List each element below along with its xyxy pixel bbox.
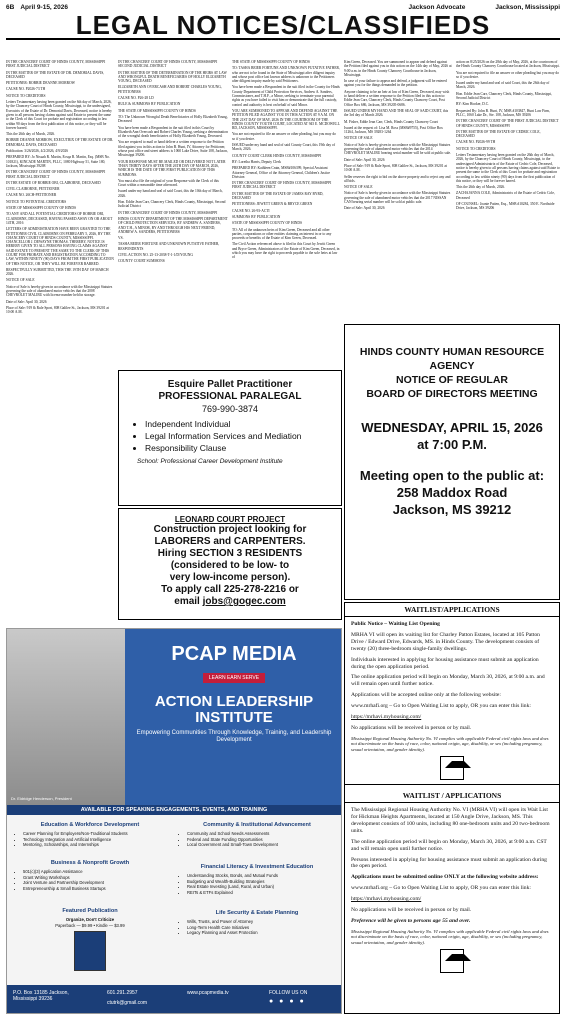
legal-paragraph: In case of your failure to appear and defend, a judgment will be entered against you for the things demanded in the petition. bbox=[344, 79, 447, 88]
waitlist-text: Preference will be given to persons age 55 and over. bbox=[351, 917, 471, 924]
waitlist-link[interactable]: https://mrhavi.myhousing.com/ bbox=[351, 714, 422, 721]
waitlist-text: The online application period will begin on Monday, March 30, 2026, at 9:00 a.m. CST and will remain open until further notice. bbox=[351, 838, 547, 852]
legal-paragraph: TO: The Unknown Wrongful Death Beneficiaries of Holly Elizabeth Young, Deceased bbox=[118, 114, 228, 124]
legal-paragraph: M. Fisher, Eddie Jean Carr, Clerk, Hinds County Chancery Court bbox=[344, 119, 438, 124]
legal-paragraph: You have been made a Respondent in the suit filed in this Court by Elizabeth Ann Overcash and Robert Charles Young, seeking a determination of the wrongful death beneficiaries of Holly Elizabeth Young, Deceased. bbox=[118, 125, 228, 139]
leonard-email-prefix: email bbox=[174, 596, 203, 607]
legal-paragraph: RULE & SUMMONS BY PUBLICATION bbox=[118, 102, 181, 107]
waitlist-block-1 bbox=[345, 617, 559, 780]
legal-paragraph: Issued at the request of: Lisa M. Ross (MSB#9755), Post Office Box 11264, Jackson, MS 39283-1264 bbox=[344, 125, 443, 135]
legal-paragraph: NOTICE TO POTENTIAL CREDITORS bbox=[6, 199, 67, 204]
list-item: • Wills, Trusts, and Power of Attorney bbox=[187, 919, 335, 925]
esquire-school: School: Professional Career Development Institute bbox=[137, 458, 283, 465]
section-estate bbox=[179, 911, 335, 936]
waitlist-text: The online application period will begin on Monday, March 30, 2026, at 9:00 a.m. and will remain open until further notice. bbox=[351, 674, 545, 688]
legal-paragraph: THE STATE OF MISSISSIPPI COUNTY OF HINDS bbox=[232, 60, 310, 64]
list-item: • Community and School Needs Assessments bbox=[187, 831, 335, 837]
featured-book bbox=[15, 909, 165, 971]
legal-paragraph: You must also file the original of your Response with the Clerk of this Court within a reasonable time afterward. bbox=[118, 178, 219, 188]
waitlist-block-2 bbox=[345, 803, 559, 973]
legal-paragraph: Place of Sale: 919 & Rule Sport, 808 Galilee St., Jackson, MS 39201 at 10:00 A.M. bbox=[6, 305, 109, 315]
esquire-title: Esquire Pallet Practitioner bbox=[167, 379, 293, 390]
leonard-line: (considered to be low- to bbox=[170, 560, 290, 571]
leonard-line: To apply call 225-278-2216 or bbox=[161, 584, 299, 595]
availability-banner: AVAILABLE FOR SPEAKING ENGAGEMENTS, EVENTS, AND TRAINING bbox=[7, 805, 341, 815]
legal-paragraph: IN THE CHANCERY COURT OF HINDS COUNTY, MISSISSIPPI FIRST JUDICIAL DISTRICT bbox=[6, 60, 106, 69]
column-5 bbox=[456, 60, 560, 320]
legal-paragraph: THE STATE OF MISSISSIPPI COUNTY OF HINDS bbox=[118, 108, 196, 113]
esquire-ad bbox=[118, 370, 342, 506]
legal-paragraph: IN THE MATTER OF THE DETERMINATION OF THE HEIRS AT LAW AND WRONGFUL DEATH BENEFICIARIES OF HOLLY ELIZABETH YOUNG, DECEASED bbox=[118, 70, 227, 84]
waitlist-heading: WAITLIST/APPLICATIONS bbox=[345, 603, 559, 617]
legal-paragraph: CAUSE NO. 26CH-PETITIONER bbox=[6, 193, 57, 198]
section-community bbox=[179, 823, 335, 848]
page-number: 6B bbox=[6, 4, 15, 11]
legal-paragraph: Notice of Sale is hereby given in accordance with the Mississippi Statutes governing the sale of abandoned motor vehicles that the 2014 CHEVROLET MALIBU bearing serial number will be sold at public sale. bbox=[344, 142, 452, 156]
legal-paragraph: Date of Sale: April 30, 2026 bbox=[344, 157, 385, 162]
legal-paragraph: CAUSE NO. 26-93-ACTI bbox=[232, 208, 270, 213]
leonard-line: Construction project looking for bbox=[153, 524, 307, 535]
list-item: • Grant Writing Workshops bbox=[23, 875, 165, 881]
pcap-footer bbox=[7, 985, 341, 1013]
waitlist-text: No applications will be received in person or by mail. bbox=[351, 724, 472, 731]
esquire-subtitle: PROFESSIONAL PARALEGAL bbox=[158, 391, 302, 402]
legal-paragraph: You are required to mail or hand deliver a written response to the Petition filed against you in this action to John B. Hunt, IV, Attorney for Petitioner, whose post office and street address is 1060 Lake Drive, Suite 108, Jackson, Mississippi 39206. bbox=[118, 140, 228, 158]
meeting-street: 258 Maddox Road bbox=[396, 485, 508, 500]
meeting-time: at 7:00 P.M. bbox=[417, 437, 487, 452]
esquire-item: • Independent Individual bbox=[145, 418, 341, 430]
legal-paragraph: VS. bbox=[118, 236, 124, 241]
legal-paragraph: CIVIL ACTION NO. 25-13-2038-T-1-1/D/YOUNG bbox=[118, 252, 193, 257]
list-item: • Budgeting and Wealth-Building Strategies bbox=[187, 879, 335, 885]
column-3 bbox=[232, 60, 340, 372]
list-item: • Long-Term Health Care Initiatives bbox=[187, 925, 335, 931]
legal-paragraph: Hon. Eddie Jean Carr, Chancery Clerk, Hinds County, Mississippi, Second Judicial District bbox=[118, 200, 226, 209]
legal-paragraph: Notice of Sale is hereby given in accordance with the Mississippi Statutes governing the sale of abandoned motor vehicles that the 2008 CHEVROLET MALIBU with license number held in storage. bbox=[6, 284, 113, 298]
legal-paragraph: ZACHAJANNA COLE, Administratrix of the Estate of Cedric Cole, Deceased bbox=[456, 191, 555, 200]
legal-paragraph: IN THE MATTER OF THE ESTATE OF DR. DEMORIAL DAVIS, DECEASED bbox=[6, 70, 105, 79]
legal-paragraph: NOTICE TO CREDITORS bbox=[6, 93, 46, 98]
legal-paragraph: action on 8/25/2026 on the 28th day of May, 2026, at the courtroom of the Hinds County Chancery Courthouse located at Jackson, Mississippi. bbox=[456, 60, 560, 69]
legal-paragraph: CIVIL CLAIBORNE, PETITIONER bbox=[6, 187, 60, 192]
pcap-logo: PCAP MEDIA bbox=[171, 643, 297, 665]
list-item: • Career Planning for Employers/Non-Traditional Students bbox=[23, 831, 165, 837]
legal-paragraph: This the 26th day of March, 2026. bbox=[6, 132, 56, 137]
esquire-phone: 769-990-3874 bbox=[201, 404, 259, 414]
legal-paragraph: Date of Sale: April 30, 2026 bbox=[6, 299, 47, 304]
hinds-board: BOARD OF DIRECTORS MEETING bbox=[366, 388, 538, 400]
meeting-open: Meeting open to the public at: bbox=[359, 468, 545, 483]
legal-paragraph: Letters Testamentary having been granted on the 26th day of March, 2026, by the Chancery Court of Hinds County, Mississippi, to the undersigned Administratrix of the Estate of Cedric Cole, Deceased, notice is hereby given to all persons having claims against said Estate to present the same to the Clerk of this Court for probate and registration according to law within ninety (90) days from the first publication of this notice, or they will be forever barred. bbox=[456, 153, 560, 183]
president-photo bbox=[7, 629, 125, 805]
list-item: • 501(c)(3) Application Assistance bbox=[23, 869, 165, 875]
legal-paragraph: TO: TASHA BEIER FORTUNE AND UNKNOWN PUTATIVE FATHER, who are not to be found in the State of Mississippi after diligent inquiry and whose post office last known address is unknown to the Petitioners after diligent inquiry made by said Petitioners. bbox=[232, 66, 340, 84]
book-title: Organize, Don't Criticize bbox=[65, 916, 115, 922]
divider bbox=[345, 784, 559, 785]
list-item: • Joint Venture and Partnership Development bbox=[23, 880, 165, 886]
legal-paragraph: IN THE MATTER OF THE ESTATE OF JAMES RAY BYRD, DECEASED bbox=[232, 191, 324, 201]
esquire-item: • Legal Information Services and Mediation bbox=[145, 430, 341, 442]
footer-email: ctutrk@gmail.com bbox=[107, 1000, 148, 1006]
waitlist-text: www.mrhafi.org – Go to Open Waiting List to apply, OR you can enter this link: bbox=[351, 703, 531, 710]
legal-paragraph: Issued under my hand and seal of said Court, this the 26th day of March, 2026. bbox=[456, 81, 550, 90]
legal-paragraph: You are not required to file an answer or other pleading, but you may do so if you desire. bbox=[232, 132, 336, 141]
waitlist-text: Applications must be submitted online ONLY at the following website address: bbox=[351, 874, 539, 881]
leonard-line: LABORERS and CARPENTERS. bbox=[154, 536, 306, 547]
legal-paragraph: IN THE CHANCERY COURT OF HINDS COUNTY, MISSISSIPPI FIRST JUDICIAL DISTRICT bbox=[6, 170, 106, 179]
legal-paragraph: PETITIONERS: JEWETT GREEN & BRYCE GREEN bbox=[232, 202, 313, 207]
legal-paragraph: LETTERS OF ADMINISTRATION HAVE BEEN GRANTED TO THE PETITIONER CIVIL CLAIBORNE ON FEBRUARY 5, 2026, BY THE CHANCERY COURT OF HINDS COUNTY, MISSISSIPPI. CHANCELLOR J. DEWAYNE THOMAS. THEREBY, NOTICE IS HEREBY GIVEN TO ALL PERSONS HAVING CLAIMS AGAINST SAID ESTATE TO PRESENT THE SAME TO THE CLERK OF THIS COURT FOR PROBATE AND REGISTRATION ACCORDING TO LAW, WITHIN NINETY (90) DAYS FROM THE FIRST PUBLICATION OF THIS NOTICE, OR THEY WILL BE FOREVER BARRED. bbox=[6, 227, 114, 266]
list-item: • Understanding Stocks, Bonds, and Mutual Funds bbox=[187, 873, 335, 879]
footer-address: P.O. Box 13185 Jackson, Mississippi 39236 bbox=[13, 990, 69, 1002]
section-business bbox=[15, 861, 165, 892]
legal-paragraph: COUNTY COURT SUMMONS bbox=[118, 259, 165, 264]
legal-paragraph: NOTICE OF SALE bbox=[344, 185, 373, 190]
section-financial bbox=[179, 865, 335, 896]
meeting-city: Jackson, MS 39212 bbox=[392, 502, 512, 517]
legal-paragraph: Place of Sale: 919 & Rule Sport, 808 Galilee St., Jackson, MS 39201 at 10:00 A.M. bbox=[344, 163, 447, 173]
legal-paragraph: STATE OF MISSISSIPPI COUNTY OF HINDS bbox=[6, 206, 76, 211]
waitlist-text: www.mrhafi.org – Go to Open Waiting List to apply, OR you can enter this link: bbox=[351, 885, 531, 892]
legal-paragraph: BOBBIE DEANNE MORROW, EXECUTRIX OF THE ESTATE OF DR. DEMORIAL DAVIS, DECEASED bbox=[6, 138, 114, 147]
legal-paragraph: YOU ARE SUMMONED TO APPEAR AND DEFEND AGAINST THE PETITION FILED AGAINST YOU IN THIS ACTION AT 9 A.M. ON THE 21ST DAY OF MAY, 2026 IN THE COURTROOM OF THE HINDS COUNTY YOUTH COURT, LOCATED AT 945 E. MCDOWELL RD, JACKSON, MISSISSIPPI. bbox=[232, 108, 340, 131]
pcap-media-ad bbox=[6, 628, 342, 1014]
list-item: • Mentoring, Scholarships, and Internships bbox=[23, 842, 165, 848]
list-item: • Entrepreneurship & Small Business Startups bbox=[23, 886, 165, 892]
waitlist-title: Public Notice – Waiting List Opening bbox=[351, 621, 440, 627]
footer-website[interactable]: www.pcapmedia.tv bbox=[187, 990, 229, 996]
legal-paragraph: IN THE CHANCERY COURT OF THE FIRST JUDICIAL DISTRICT OF HINDS COUNTY, MISSISSIPPI bbox=[456, 119, 559, 128]
list-item: • Local Government and Small-Town Development bbox=[187, 842, 335, 848]
waitlist-text: Individuals interested in applying for housing assistance must submit an application during the open application period. bbox=[351, 656, 539, 670]
legal-paragraph: TO ANY AND ALL POTENTIAL CREDITORS OF BOBBIE OBI, CLAIBORNE, DECEASED, HAVING PASSED AWAY ON OR ABOUT 14TH, 2016 bbox=[6, 212, 113, 225]
legal-paragraph: This the 26th day of March, 2026. bbox=[456, 185, 506, 190]
legal-paragraph: BY: Kim Hooker, D.C. bbox=[456, 102, 490, 107]
legal-paragraph: TASHA BEIER FORTUNE AND UNKNOWN PUTATIVE FATHER, RESPONDENTS bbox=[118, 242, 220, 251]
column-2 bbox=[118, 60, 228, 372]
legal-paragraph: Requested By: John B. Hunt, IV, MSB #103847, Hunt Law Firm, PLLC, 1060 Lake Dr., Ste. 108, Jackson, MS 39206 bbox=[456, 108, 551, 117]
legal-paragraph: NOTICE OF SALE bbox=[344, 136, 373, 141]
legal-paragraph: CAUSE NO. P26-28 LD bbox=[118, 96, 154, 101]
photo-caption: Dr. Eldridge Henderson, President bbox=[11, 796, 72, 801]
legal-paragraph: BY: Loretha Harris, Deputy Clerk bbox=[232, 159, 281, 164]
legal-paragraph: IN THE CHANCERY COURT OF HINDS COUNTY, MISSISSIPPI FIRST JUDICIAL DISTRICT bbox=[232, 181, 332, 190]
legal-paragraph: You have been made a Respondent in the suit filed in the County for Hinds County Department of Child Protection Services, Andrew A. Sanders, Commissioner, and T.H.F., a Minor, seeking to terminate your parental rights as you have failed to visit him or demonstrate that the full custody, control and authority is best on behalf of said Minor. bbox=[232, 85, 340, 107]
paper-name: Jackson Advocate bbox=[408, 4, 466, 11]
legal-paragraph: Publication: 3/26/2026, 4/2/2026, 4/9/2026 bbox=[6, 149, 68, 154]
esquire-item: • Responsibility Clause bbox=[145, 442, 341, 454]
city: Jackson, Mississippi bbox=[495, 4, 560, 11]
legal-paragraph: IN THE CHANCERY COURT OF HINDS COUNTY, MISSISSIPPI bbox=[118, 210, 218, 215]
leonard-line: very low-income person). bbox=[169, 572, 291, 583]
legal-paragraph: IN THE MATTER OF THE ESTATE OF CEDRIC COLE, DECEASED bbox=[456, 129, 541, 139]
legal-paragraph: Hon. Eddie Jean Carr, Chancery Clerk, Hinds County, Mississippi, Second Judicial District bbox=[456, 91, 552, 101]
legal-paragraph: Letters Testamentary having been granted on the 6th day of March, 2026, by the Chancery Court of Hinds County, Mississippi, to the undersigned, Executrix of the Estate of Dr. Demorial Davis, Deceased, notice is hereby given to all persons having claims against said Estate to present the same to the Clerk of this Court for probate and registration according to law within 90 days from the first publication of this notice, or they will be forever barred. bbox=[6, 100, 112, 130]
legal-paragraph: CAUSE NO. P2026-73 TH bbox=[6, 87, 46, 92]
pcap-learn: LEARN EARN SERVE bbox=[203, 673, 265, 683]
legal-paragraph: The Civil Action referenced above is filed in this Court by Jewitt Green and Bryce Green, Administrators of the Estate of Kim Green, Deceased, in which you may have the right to proceeds payable to the sole heirs at law of bbox=[232, 242, 340, 260]
legal-paragraph: Date of Sale: April 30, 2026 bbox=[344, 206, 385, 211]
footer-phone: 601.291.2957 bbox=[107, 990, 138, 996]
hinds-county-notice bbox=[344, 324, 560, 600]
section-title: Community & Institutional Advancement bbox=[203, 822, 311, 828]
legal-paragraph: You are not required to file an answer or other pleading but you may do so if you desire. bbox=[456, 70, 560, 79]
list-item: • Federal and State Funding Opportunities bbox=[187, 837, 335, 843]
legal-paragraph: YOUR RESPONSE MUST BE MAILED OR DELIVERED NOT LATER THAN THIRTY DAYS AFTER THE 26TH DAY OF MARCH, 2026, WHICH IS THE DATE OF THE FIRST PUBLICATION OF THIS SUMMONS. bbox=[118, 159, 226, 177]
leonard-line: Hiring SECTION 3 RESIDENTS bbox=[157, 548, 303, 559]
section-title: Life Security & Estate Planning bbox=[215, 910, 299, 916]
hinds-notice: NOTICE OF REGULAR bbox=[396, 374, 508, 386]
waitlist-panel bbox=[344, 602, 560, 1014]
leonard-email-line bbox=[119, 596, 341, 608]
waitlist-text: The Mississippi Regional Housing Authority No. VI (MRHA VI) will open its Wait List for Hickman Heights Apartments, located at 150 Angle Drive, Jackson, MS. This development consists of 100 units, including 80 one-bedroom units and 20 two-bedroom units. bbox=[351, 807, 550, 834]
legal-paragraph: RESPECTFULLY SUBMITTED, THIS THE 19TH DAY OF MARCH 2026. bbox=[6, 267, 109, 277]
legal-paragraph: Notice of Sale is hereby given in accordance with the Mississippi Statutes governing the sale of abandoned motor vehicles that the 2017 NISSAN CAN bearing serial number will be sold at public sale. bbox=[344, 191, 451, 205]
leonard-ad bbox=[118, 508, 342, 620]
waitlist-text: Applications will be accepted online only at the following website: bbox=[351, 692, 501, 699]
legal-paragraph: NOTICE OF SALE bbox=[6, 278, 35, 283]
hinds-agency: HINDS COUNTY HUMAN RESOURCE AGENCY bbox=[359, 346, 545, 372]
list-item: • Legacy Planning and Asset Protection bbox=[187, 930, 335, 936]
legal-paragraph: IN THE CHANCERY COURT OF HINDS COUNTY, MISSISSIPPI SECOND JUDICIAL DISTRICT bbox=[118, 60, 218, 69]
meeting-date: WEDNESDAY, APRIL 15, 2026 bbox=[361, 420, 543, 435]
legal-paragraph: PREPARED BY: Jo Nisuah R. Martin, Ecsqa B. Martin, Esq. (MSB No. 101821), KINCADE MARTIN, PLLC, 1080 Highway 51, Suite 180, Jackson, Mississippi 39208 bbox=[6, 155, 110, 168]
waitlist-text: Persons interested in applying for housing assistance must submit an application during the open period. bbox=[351, 856, 547, 870]
ali-tagline: Empowering Communities Through Knowledge, Training, and Leadership Development bbox=[136, 730, 332, 743]
waitlist-disclaimer: Mississippi Regional Housing Authority No. VI complies with applicable Federal civil rights laws and does not discriminate on the basis of race, color, national origin, age, disability, or sex (including pregnancy, sexual orientation, and gender identity). bbox=[351, 735, 549, 752]
book-cover bbox=[74, 931, 106, 971]
legal-paragraph: SUMMONS BY PUBLICATION bbox=[232, 214, 281, 219]
section-title: Financial Literacy & Investment Education bbox=[200, 864, 314, 870]
list-item: • Real Estate Investing (Land, Rural, and Urban) bbox=[187, 884, 335, 890]
waitlist-disclaimer: Mississippi Regional Housing Authority No. VI complies with applicable Federal civil rights laws and does not discriminate on the basis of race, color, national origin, age, disability, or sex (including pregnancy, sexual orientation, and gender identity). bbox=[351, 928, 549, 945]
legal-paragraph: ELIZABETH ANN OVERCASH AND ROBERT CHARLES YOUNG, PETITIONERS bbox=[118, 85, 222, 94]
equal-housing-icon bbox=[440, 949, 464, 973]
leonard-email-link[interactable]: jobs@gogec.com bbox=[202, 596, 286, 607]
waitlist-text: No applications will be received in person or by mail. bbox=[351, 907, 472, 914]
page-title: LEGAL NOTICES/CLASSIFIEDS bbox=[6, 12, 560, 40]
section-title: Education & Workforce Development bbox=[40, 822, 140, 828]
section-education bbox=[15, 823, 165, 848]
esquire-services bbox=[145, 418, 341, 454]
section-title: Business & Nonprofit Growth bbox=[50, 860, 130, 866]
legal-paragraph: IN THE ESTATE OF BOBBIE OBI, CLAIBORNE, DECEASED bbox=[6, 180, 101, 185]
legal-paragraph: Kim Green, Deceased. You are summoned to appear and defend against the Petition filed against you in this action on the 14th day of May, 2026 at 9:00 a.m. in the Hinds County Chancery Courthouse in Jackson, Mississippi. bbox=[344, 60, 452, 77]
legal-paragraph: PETITIONER: BOBBIE DEANNE MORROW bbox=[6, 81, 75, 86]
legal-paragraph: NOTICE TO CREDITORS bbox=[456, 146, 496, 151]
waitlist-heading-2: WAITLIST / APPLICATIONS bbox=[345, 789, 559, 803]
legal-paragraph: COUNTY COURT CLERK HINDS COUNTY, MISSISSIPPI bbox=[232, 153, 322, 158]
legal-paragraph: TO: All of the unknown heirs of Kim Green, Deceased and all other parties, corporations or other entities claiming an interest in or to any proceeds or benefits of the Estate of Kim Green, Deceased. bbox=[232, 227, 332, 241]
legal-paragraph: PREPARED BY: Kathleen Crain, MSB#106399, Special Assistant Attorney General, Office of the Attorney General, Children's Justice Division bbox=[232, 166, 330, 179]
list-item: • Technology Integration and Artificial Intelligence bbox=[23, 837, 165, 843]
column-1 bbox=[6, 60, 114, 472]
legal-paragraph: Issued under my hand and seal of said Court, this the 10th day of March, 2026. bbox=[118, 189, 223, 198]
list-item: • REITs & ETFs Explained bbox=[187, 890, 335, 896]
issue-date: April 9-15, 2026 bbox=[20, 4, 69, 11]
leonard-head: LEONARD COURT PROJECT bbox=[174, 515, 286, 524]
legal-paragraph: ISSUED UNDER MY HAND AND THE SEAL OF SAID COURT, this the 3rd day of March 2026. bbox=[344, 108, 449, 118]
equal-housing-icon bbox=[440, 756, 464, 780]
legal-paragraph: Anyone claiming to be an heir at law of Kim Green, Deceased, may wish to hand deliver a written response to the Petition filed in this action to: Eddie Jean Carr, Chancery Clerk, Hinds County Chancery Court, Post Office Box 686, Jackson, MS 39205-0686. bbox=[344, 89, 450, 107]
book-price: Paperback — $9.99 • Kindle — $3.99 bbox=[55, 922, 125, 928]
legal-paragraph: Seller reserves the right to bid on the above property and to reject any and all bids. bbox=[344, 174, 451, 183]
waitlist-link[interactable]: https://mrhavi.myhousing.com/ bbox=[351, 896, 422, 903]
footer-follow: FOLLOW US ON bbox=[269, 990, 308, 996]
legal-paragraph: ISSUED under my hand and seal of said County Court, this 19th day of March, 2026. bbox=[232, 143, 336, 152]
ali-title-2: INSTITUTE bbox=[195, 709, 273, 726]
social-icons[interactable]: ● ● ● ● bbox=[269, 998, 306, 1005]
legal-paragraph: OF COUNSEL: Joanie Patten, Esq., MSB #10284, 350 E. Northside Drive, Jackson, MS 39206 bbox=[456, 202, 555, 211]
legal-paragraph: CAUSE NO. P2026-99 TH bbox=[456, 140, 496, 145]
pcap-hero bbox=[125, 629, 342, 805]
waitlist-text: MRHA VI will open its waiting list for Charley Patton Estates, located at 105 Patton Drive / Edward Drive, Edwards, MS. in Hinds County. The development consists of twenty (20) three-bedroom single-family dwellings. bbox=[351, 631, 540, 652]
book-heading: Featured Publication bbox=[62, 908, 118, 914]
ali-title: ACTION LEADERSHIP bbox=[154, 693, 314, 710]
legal-paragraph: HINDS COUNTY DEPARTMENT OF THE MISSISSIPPI DEPARTMENT OF CHILD PROTECTION SERVICES, BY ANDREW A. SANDERS, AND T.H., A MINOR, BY AND THROUGH HIS NEXT FRIEND, ANDREW A. SANDERS, PETITIONERS bbox=[118, 216, 228, 234]
legal-paragraph: STATE OF MISSISSIPPI COUNTY OF HINDS bbox=[232, 221, 302, 226]
